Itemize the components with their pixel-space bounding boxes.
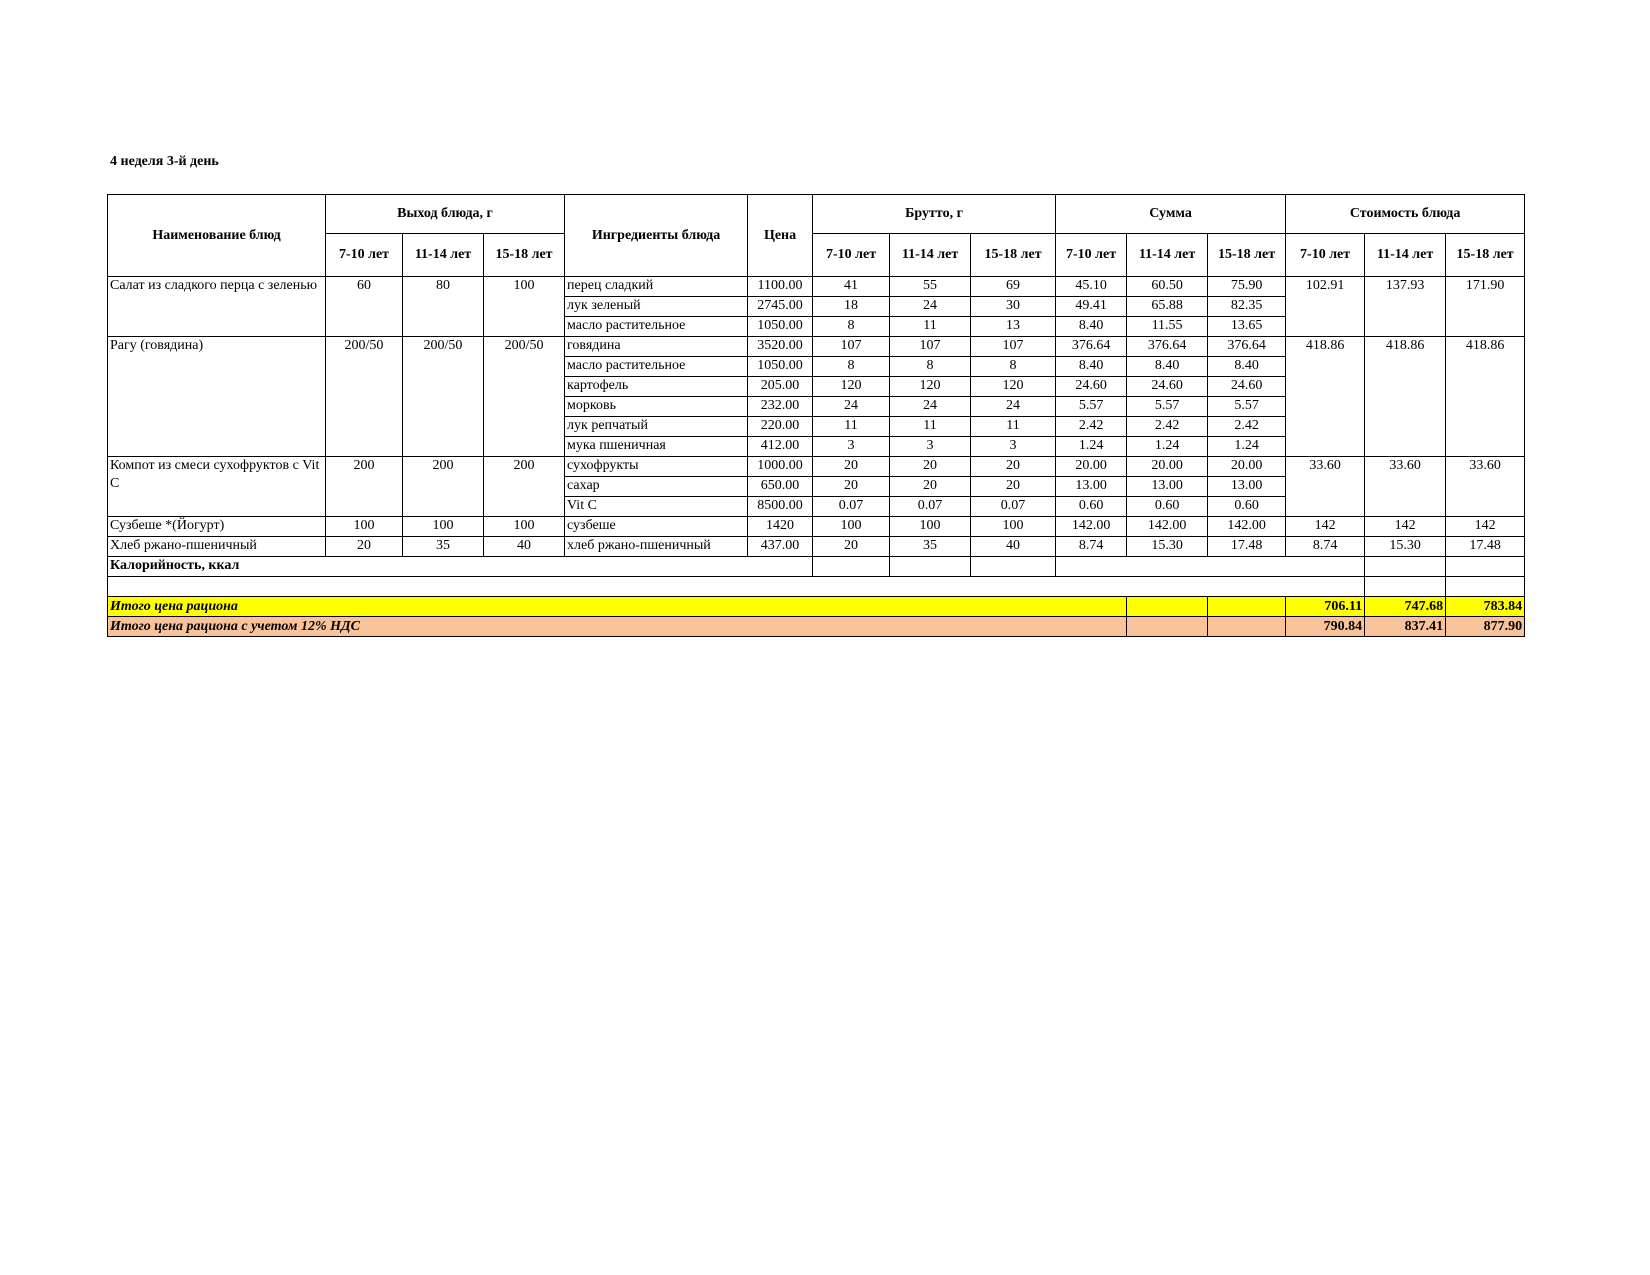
- yield-cell: 60: [326, 277, 403, 337]
- ingredient-name-cell: сухофрукты: [565, 457, 748, 477]
- gross-cell: 107: [890, 337, 971, 357]
- total-value-cell: 783.84: [1446, 597, 1525, 617]
- header-age: 11-14 лет: [890, 234, 971, 277]
- sum-cell: 24.60: [1208, 377, 1286, 397]
- yield-cell: 80: [403, 277, 484, 337]
- gross-cell: 20: [813, 537, 890, 557]
- dish-cost-cell: 8.74: [1286, 537, 1365, 557]
- gross-cell: 3: [890, 437, 971, 457]
- price-cell: 1050.00: [748, 317, 813, 337]
- sum-cell: 17.48: [1208, 537, 1286, 557]
- ingredient-name-cell: сузбеше: [565, 517, 748, 537]
- empty-cell: [1208, 597, 1286, 617]
- sum-cell: 5.57: [1056, 397, 1127, 417]
- sum-cell: 1.24: [1056, 437, 1127, 457]
- sum-cell: 65.88: [1127, 297, 1208, 317]
- yield-cell: 200/50: [484, 337, 565, 457]
- table-row: [108, 337, 1525, 357]
- price-cell: 232.00: [748, 397, 813, 417]
- gross-cell: 3: [813, 437, 890, 457]
- document-title: 4 неделя 3-й день: [110, 154, 219, 169]
- dish-cost-cell: 418.86: [1365, 337, 1446, 457]
- gross-cell: 100: [890, 517, 971, 537]
- price-cell: 1050.00: [748, 357, 813, 377]
- sum-cell: 142.00: [1208, 517, 1286, 537]
- header-age: 11-14 лет: [1365, 234, 1446, 277]
- price-cell: 1100.00: [748, 277, 813, 297]
- yield-cell: 20: [326, 537, 403, 557]
- empty-cell: [1446, 577, 1525, 597]
- gross-cell: 20: [890, 457, 971, 477]
- price-cell: 650.00: [748, 477, 813, 497]
- total-value-cell: 706.11: [1286, 597, 1365, 617]
- dish-name-cell: Сузбеше *(Йогурт): [108, 517, 326, 537]
- ingredient-name-cell: морковь: [565, 397, 748, 417]
- empty-cell: [1127, 617, 1208, 637]
- gross-cell: 20: [971, 477, 1056, 497]
- table-body: [108, 277, 1525, 637]
- sum-cell: 11.55: [1127, 317, 1208, 337]
- total-label: Итого цена рациона: [108, 597, 1127, 617]
- dish-cost-cell: 102.91: [1286, 277, 1365, 337]
- header-age: 7-10 лет: [326, 234, 403, 277]
- gross-cell: 8: [813, 357, 890, 377]
- header-ingredients: Ингредиенты блюда: [565, 195, 748, 277]
- empty-cell: [1365, 557, 1446, 577]
- ingredient-name-cell: масло растительное: [565, 317, 748, 337]
- ingredient-name-cell: картофель: [565, 377, 748, 397]
- yield-cell: 200: [484, 457, 565, 517]
- gross-cell: 20: [813, 457, 890, 477]
- sum-cell: 0.60: [1208, 497, 1286, 517]
- ingredient-name-cell: перец сладкий: [565, 277, 748, 297]
- header-cost: Стоимость блюда: [1286, 195, 1525, 234]
- sum-cell: 20.00: [1056, 457, 1127, 477]
- yield-cell: 35: [403, 537, 484, 557]
- dish-name-cell: Рагу (говядина): [108, 337, 326, 457]
- dish-cost-cell: 171.90: [1446, 277, 1525, 337]
- sum-cell: 1.24: [1127, 437, 1208, 457]
- sum-cell: 8.40: [1208, 357, 1286, 377]
- yield-cell: 100: [484, 277, 565, 337]
- sum-cell: 8.74: [1056, 537, 1127, 557]
- gross-cell: 55: [890, 277, 971, 297]
- gross-cell: 120: [813, 377, 890, 397]
- gross-cell: 40: [971, 537, 1056, 557]
- total-label: Итого цена рациона с учетом 12% НДС: [108, 617, 1127, 637]
- header-age: 11-14 лет: [403, 234, 484, 277]
- dish-cost-cell: 142: [1446, 517, 1525, 537]
- sum-cell: 2.42: [1208, 417, 1286, 437]
- gross-cell: 30: [971, 297, 1056, 317]
- sum-cell: 20.00: [1127, 457, 1208, 477]
- empty-cell: [813, 557, 890, 577]
- sum-cell: 376.64: [1127, 337, 1208, 357]
- header-age: 15-18 лет: [484, 234, 565, 277]
- table-row: [108, 517, 1525, 537]
- table-row: [108, 537, 1525, 557]
- price-cell: 437.00: [748, 537, 813, 557]
- sum-cell: 0.60: [1056, 497, 1127, 517]
- price-cell: 2745.00: [748, 297, 813, 317]
- empty-cell: [1127, 597, 1208, 617]
- empty-cell: [1208, 617, 1286, 637]
- total-row: [108, 597, 1525, 617]
- total-value-cell: 747.68: [1365, 597, 1446, 617]
- gross-cell: 24: [890, 397, 971, 417]
- ingredient-name-cell: лук зеленый: [565, 297, 748, 317]
- gross-cell: 24: [971, 397, 1056, 417]
- total-value-cell: 837.41: [1365, 617, 1446, 637]
- table-row: [108, 457, 1525, 477]
- header-age: 15-18 лет: [1446, 234, 1525, 277]
- gross-cell: 11: [813, 417, 890, 437]
- sum-cell: 8.40: [1056, 357, 1127, 377]
- sum-cell: 24.60: [1127, 377, 1208, 397]
- sum-cell: 13.00: [1208, 477, 1286, 497]
- empty-cell: [1365, 577, 1446, 597]
- gross-cell: 24: [813, 397, 890, 417]
- gross-cell: 20: [971, 457, 1056, 477]
- sum-cell: 142.00: [1056, 517, 1127, 537]
- sum-cell: 82.35: [1208, 297, 1286, 317]
- dish-cost-cell: 418.86: [1446, 337, 1525, 457]
- dish-cost-cell: 33.60: [1365, 457, 1446, 517]
- yield-cell: 100: [403, 517, 484, 537]
- empty-cell: [971, 557, 1056, 577]
- sum-cell: 5.57: [1127, 397, 1208, 417]
- dish-cost-cell: 17.48: [1446, 537, 1525, 557]
- gross-cell: 11: [971, 417, 1056, 437]
- ingredient-name-cell: мука пшеничная: [565, 437, 748, 457]
- yield-cell: 40: [484, 537, 565, 557]
- sum-cell: 8.40: [1127, 357, 1208, 377]
- dish-cost-cell: 33.60: [1286, 457, 1365, 517]
- total-value-cell: 790.84: [1286, 617, 1365, 637]
- sum-cell: 8.40: [1056, 317, 1127, 337]
- calories-label: Калорийность, ккал: [108, 557, 813, 577]
- gross-cell: 0.07: [971, 497, 1056, 517]
- ingredient-name-cell: хлеб ржано-пшеничный: [565, 537, 748, 557]
- empty-cell: [1056, 557, 1365, 577]
- gross-cell: 24: [890, 297, 971, 317]
- gross-cell: 18: [813, 297, 890, 317]
- empty-cell: [1446, 557, 1525, 577]
- price-cell: 220.00: [748, 417, 813, 437]
- header-sum: Сумма: [1056, 195, 1286, 234]
- empty-cell: [108, 577, 1365, 597]
- header-yield: Выход блюда, г: [326, 195, 565, 234]
- sum-cell: 49.41: [1056, 297, 1127, 317]
- price-cell: 3520.00: [748, 337, 813, 357]
- sum-cell: 13.65: [1208, 317, 1286, 337]
- yield-cell: 200/50: [326, 337, 403, 457]
- yield-cell: 200/50: [403, 337, 484, 457]
- sum-cell: 13.00: [1127, 477, 1208, 497]
- gross-cell: 120: [890, 377, 971, 397]
- header-age: 7-10 лет: [1056, 234, 1127, 277]
- gross-cell: 11: [890, 417, 971, 437]
- yield-cell: 100: [484, 517, 565, 537]
- sum-cell: 376.64: [1208, 337, 1286, 357]
- sum-cell: 142.00: [1127, 517, 1208, 537]
- dish-cost-cell: 137.93: [1365, 277, 1446, 337]
- header-age: 15-18 лет: [971, 234, 1056, 277]
- ingredient-name-cell: лук репчатый: [565, 417, 748, 437]
- gross-cell: 8: [890, 357, 971, 377]
- gross-cell: 20: [813, 477, 890, 497]
- gross-cell: 107: [813, 337, 890, 357]
- dish-cost-cell: 142: [1365, 517, 1446, 537]
- yield-cell: 100: [326, 517, 403, 537]
- ingredient-name-cell: Vit C: [565, 497, 748, 517]
- price-cell: 1420: [748, 517, 813, 537]
- dish-cost-cell: 142: [1286, 517, 1365, 537]
- yield-cell: 200: [326, 457, 403, 517]
- menu-cost-table: [107, 194, 1525, 637]
- gross-cell: 20: [890, 477, 971, 497]
- total-vat-row: [108, 617, 1525, 637]
- table-row: [108, 277, 1525, 297]
- header-age: 7-10 лет: [813, 234, 890, 277]
- dish-cost-cell: 418.86: [1286, 337, 1365, 457]
- price-cell: 412.00: [748, 437, 813, 457]
- ingredient-name-cell: говядина: [565, 337, 748, 357]
- gross-cell: 107: [971, 337, 1056, 357]
- total-value-cell: 877.90: [1446, 617, 1525, 637]
- dish-cost-cell: 33.60: [1446, 457, 1525, 517]
- header-age: 15-18 лет: [1208, 234, 1286, 277]
- gross-cell: 0.07: [813, 497, 890, 517]
- price-cell: 8500.00: [748, 497, 813, 517]
- dish-name-cell: Хлеб ржано-пшеничный: [108, 537, 326, 557]
- header-dish-name: Наименование блюд: [108, 195, 326, 277]
- blank-row: [108, 577, 1525, 597]
- sum-cell: 45.10: [1056, 277, 1127, 297]
- header-gross: Брутто, г: [813, 195, 1056, 234]
- gross-cell: 11: [890, 317, 971, 337]
- sum-cell: 376.64: [1056, 337, 1127, 357]
- sum-cell: 2.42: [1127, 417, 1208, 437]
- ingredient-name-cell: масло растительное: [565, 357, 748, 377]
- sum-cell: 20.00: [1208, 457, 1286, 477]
- gross-cell: 69: [971, 277, 1056, 297]
- sum-cell: 0.60: [1127, 497, 1208, 517]
- gross-cell: 100: [971, 517, 1056, 537]
- calories-row: [108, 557, 1525, 577]
- gross-cell: 8: [971, 357, 1056, 377]
- yield-cell: 200: [403, 457, 484, 517]
- gross-cell: 41: [813, 277, 890, 297]
- dish-name-cell: Компот из смеси сухофруктов с Vit C: [108, 457, 326, 517]
- empty-cell: [890, 557, 971, 577]
- gross-cell: 8: [813, 317, 890, 337]
- price-cell: 205.00: [748, 377, 813, 397]
- gross-cell: 3: [971, 437, 1056, 457]
- ingredient-name-cell: сахар: [565, 477, 748, 497]
- sum-cell: 13.00: [1056, 477, 1127, 497]
- dish-name-cell: Салат из сладкого перца с зеленью: [108, 277, 326, 337]
- dish-cost-cell: 15.30: [1365, 537, 1446, 557]
- gross-cell: 100: [813, 517, 890, 537]
- sum-cell: 24.60: [1056, 377, 1127, 397]
- header-age: 11-14 лет: [1127, 234, 1208, 277]
- header-age: 7-10 лет: [1286, 234, 1365, 277]
- sum-cell: 60.50: [1127, 277, 1208, 297]
- gross-cell: 35: [890, 537, 971, 557]
- sum-cell: 5.57: [1208, 397, 1286, 417]
- sum-cell: 2.42: [1056, 417, 1127, 437]
- sum-cell: 75.90: [1208, 277, 1286, 297]
- gross-cell: 13: [971, 317, 1056, 337]
- gross-cell: 0.07: [890, 497, 971, 517]
- sum-cell: 15.30: [1127, 537, 1208, 557]
- header-price: Цена: [748, 195, 813, 277]
- gross-cell: 120: [971, 377, 1056, 397]
- price-cell: 1000.00: [748, 457, 813, 477]
- sum-cell: 1.24: [1208, 437, 1286, 457]
